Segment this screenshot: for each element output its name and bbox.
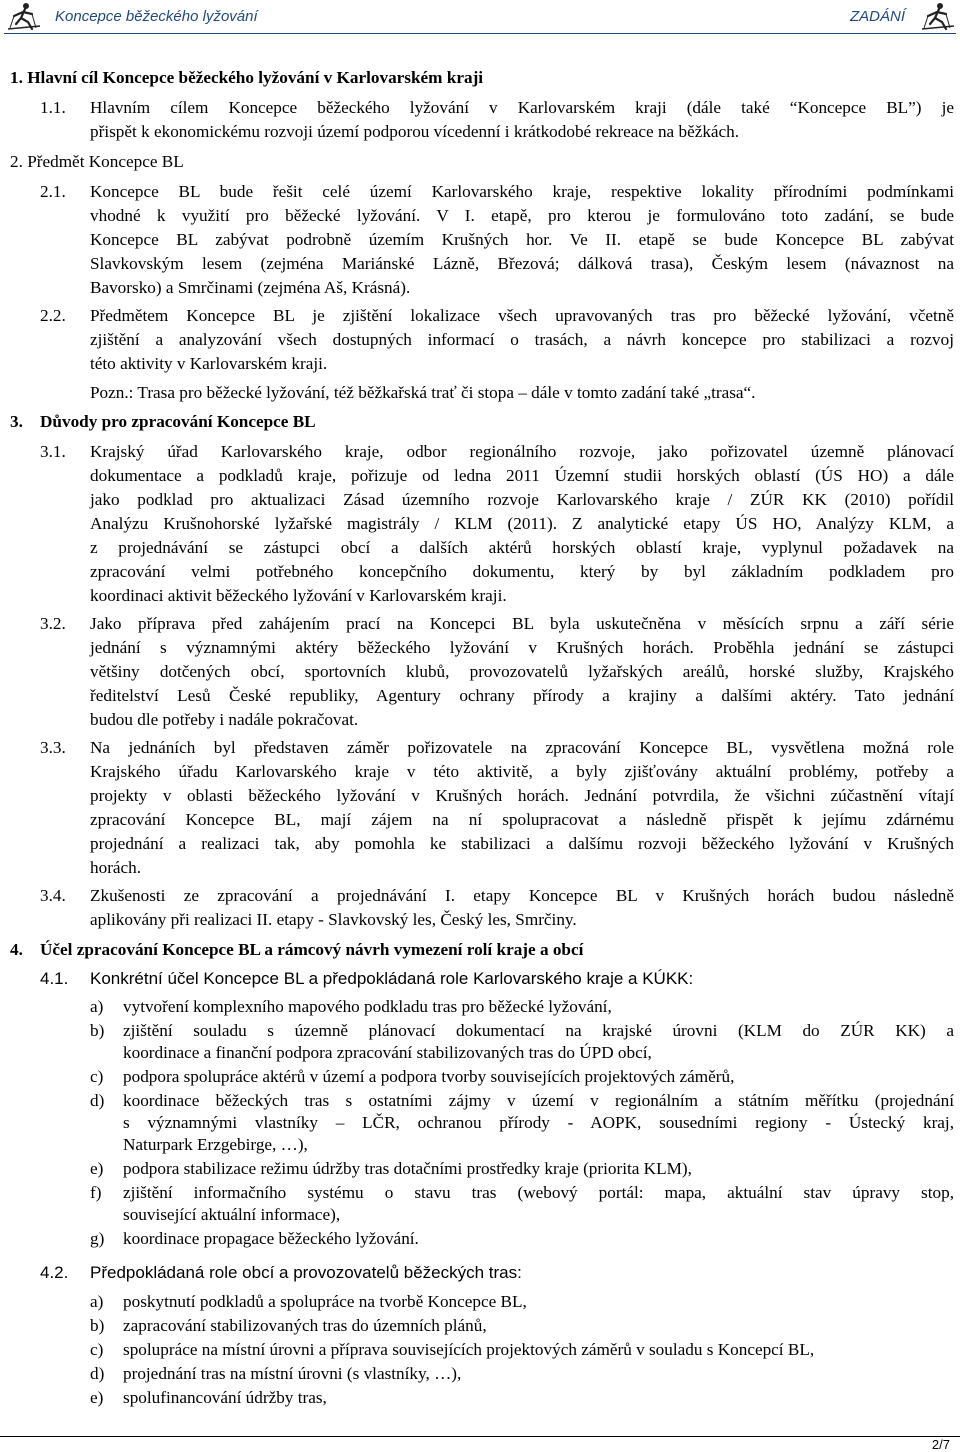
para-line: zjištění a analyzování všech dostupných informací o trasách, a návrh koncepce pro stabilizaci a rozvoj: [90, 330, 954, 349]
section-2-heading: 2. Předmět Koncepce BL: [10, 152, 184, 171]
para-line: Hlavním cílem Koncepce běžeckého lyžování v Karlovarském kraji (dále také “Koncepce BL”) je: [90, 98, 954, 117]
header-divider: [4, 33, 956, 34]
list-item-letter: c): [90, 1067, 104, 1086]
section-1-heading: 1. Hlavní cíl Koncepce běžeckého lyžování v Karlovarském kraji: [10, 68, 484, 87]
list-item-line: zapracování stabilizovaných tras do územních plánů,: [123, 1316, 487, 1335]
subsection-title: Konkrétní účel Koncepce BL a předpokládaná role Karlovarského kraje a KÚKK:: [90, 969, 694, 988]
section-3-heading: Důvody pro zpracování Koncepce BL: [40, 412, 316, 431]
para-line: ředitelství Lesů České republiky, Agentury ochrany přírody a krajiny a dalšími aktéry. Tato jednání: [90, 686, 954, 705]
para-line: jako podklad pro aktualizaci Zásad územního rozvoje Karlovarského kraje / ZÚR KK (2010) pořídil: [90, 490, 954, 509]
para-line: Na jednáních byl představen záměr pořizovatele na zpracování Koncepce BL, vysvětlena možná role: [90, 738, 954, 757]
list-item-line: koordinace propagace běžeckého lyžování.: [123, 1229, 419, 1248]
list-item-letter: d): [90, 1364, 105, 1383]
list-item-line: podpora stabilizace režimu údržby tras dotačními prostředky kraje (priorita KLM),: [123, 1159, 692, 1178]
list-item-line: koordinace a finanční podpora zpracování stabilizovaných tras do ÚPD obcí,: [123, 1043, 652, 1062]
note-line: Pozn.: Trasa pro běžecké lyžování, též běžkařská trať či stopa – dále v tomto zadání také „trasa“.: [90, 383, 756, 402]
list-item-line: zjištění souladu s územně plánovací dokumentací na krajské úrovni (KLM do ZÚR KK) a: [123, 1021, 954, 1040]
section-3-number: 3.: [10, 412, 23, 431]
para-line: budou dle potřeby i nadále pokračovat.: [90, 710, 359, 729]
para-line: projekty v oblasti běžeckého lyžování v Krušných horách. Jednání potvrdila, že všichni zúčastnění vítají: [90, 786, 954, 805]
para-line: Bavorsko) a Smrčinami (zejména Aš, Krásná).: [90, 278, 411, 297]
list-item-line: projednání tras na místní úrovni (s vlastníky, …),: [123, 1364, 462, 1383]
list-item-letter: e): [90, 1388, 104, 1407]
para-line: aplikovány při realizaci II. etapy - Slavkovský les, Český les, Smrčiny.: [90, 910, 577, 929]
list-item-line: Naturpark Erzgebirge, …),: [123, 1135, 308, 1154]
list-item-letter: f): [90, 1183, 102, 1202]
subsection-title: Předpokládaná role obcí a provozovatelů běžeckých tras:: [90, 1263, 522, 1282]
para-line: zpracování velmi potřebného koncepčního dokumentu, který by byl základním podkladem pro: [90, 562, 954, 581]
para-line: Koncepce BL bude řešit celé území Karlovarského kraje, respektive lokality přírodními podmínkami: [90, 182, 954, 201]
para-line: koordinaci aktivit běžeckého lyžování v Karlovarském kraji.: [90, 586, 507, 605]
footer-divider: [0, 1436, 960, 1437]
para-line: Koncepce BL zabývat podrobně územím Krušných hor. Ve II. etapě se bude Koncepce BL zabývat: [90, 230, 954, 249]
para-line: přispět k ekonomickému rozvoji území podporou vícedenní i krátkodobé rekreace na běžkách.: [90, 122, 740, 141]
para-line: Jako příprava před zahájením prací na Koncepci BL byla uskutečněna v měsících srpnu a září série: [90, 614, 954, 633]
list-item-letter: g): [90, 1229, 105, 1248]
para-line: dokumentace a podkladů kraje, pořizuje od ledna 2011 Územní studii horských oblastí (ÚS HO) a dále: [90, 466, 954, 485]
para-line: z projednávání se zástupci obcí a dalších aktérů horských oblastí kraje, vyplynul požadavek na: [90, 538, 954, 557]
para-number: 3.2.: [40, 614, 66, 633]
para-line: Slavkovským lesem (zejména Mariánské Lázně, Březová; dálková trasa), Českým lesem (návaznost na: [90, 254, 954, 273]
para-number: 2.1.: [40, 182, 66, 201]
skier-icon: [920, 2, 956, 32]
para-line: vhodné k využití pro běžecké lyžování. V I. etapě, pro kterou je formulováno toto zadání, se bude: [90, 206, 954, 225]
list-item-line: spolufinancování údržby tras,: [123, 1388, 327, 1407]
para-number: 3.3.: [40, 738, 66, 757]
list-item-line: podpora spolupráce aktérů v území a podpora tvorby souvisejících projektových záměrů,: [123, 1067, 735, 1086]
list-item-letter: b): [90, 1021, 105, 1040]
para-line: Zkušenosti ze zpracování a projednávání I. etapy Koncepce BL v Krušných horách budou následně: [90, 886, 954, 905]
para-line: zpracování Koncepce BL, mají zájem na ní spolupracovat a následně přispět k jejímu zdárnému: [90, 810, 954, 829]
para-line: projednání a realizaci tak, aby pomohla ke stabilizaci a dalšímu rozvoji běžeckého lyžování v Krušných: [90, 834, 954, 853]
header-title: Koncepce běžeckého lyžování: [55, 8, 258, 25]
subsection-number: 4.2.: [40, 1263, 69, 1282]
page-header: [0, 0, 960, 40]
list-item-line: koordinace běžeckých tras s ostatními zájmy v území v regionálním a státním měřítku (projednání: [123, 1091, 954, 1110]
para-line: jednání s významnými aktéry běžeckého lyžování v Krušných horách. Proběhla jednání se zástupci: [90, 638, 954, 657]
para-number: 3.4.: [40, 886, 66, 905]
header-section: ZADÁNÍ: [849, 8, 905, 25]
list-item-letter: c): [90, 1340, 104, 1359]
list-item-letter: e): [90, 1159, 104, 1178]
para-number: 2.2.: [40, 306, 66, 325]
list-item-line: s významnými vlastníky – LČR, ochranou přírody - AOPK, sousedními regiony - Ústecký kraj,: [123, 1113, 954, 1132]
para-line: Krajský úřad Karlovarského kraje, odbor regionálního rozvoje, jako pořizovatel územně plánovací: [90, 442, 954, 461]
skier-icon: [6, 2, 42, 32]
para-number: 3.1.: [40, 442, 66, 461]
para-line: Předmětem Koncepce BL je zjištění lokalizace všech upravovaných tras pro běžecké lyžování, včetně: [90, 306, 954, 325]
list-item-line: související aktuální informace),: [123, 1205, 341, 1224]
para-line: Krajského úřadu Karlovarského kraje v této aktivitě, a byly zjišťovány aktuální problémy, potřeby a: [90, 762, 954, 781]
list-item-line: zjištění informačního systému o stavu tras (webový portál: mapa, aktuální stav úpravy stop,: [123, 1183, 954, 1202]
list-item-letter: d): [90, 1091, 105, 1110]
list-item-line: spolupráce na místní úrovni a příprava souvisejících projektových záměrů v souladu s Koncepcí BL,: [123, 1340, 815, 1359]
para-number: 1.1.: [40, 98, 66, 117]
para-line: většiny dotčených obcí, sportovních klubů, provozovatelů lyžařských areálů, horské služby, Krajského: [90, 662, 954, 681]
list-item-letter: a): [90, 1292, 104, 1311]
para-line: této aktivity v Karlovarském kraji.: [90, 354, 328, 373]
list-item-letter: b): [90, 1316, 105, 1335]
subsection-number: 4.1.: [40, 969, 69, 988]
para-line: horách.: [90, 858, 142, 877]
para-line: Analýzu Krušnohorské lyžařské magistrály / KLM (2011). Z analytické etapy ÚS HO, Analýzy KLM, a: [90, 514, 954, 533]
list-item-letter: a): [90, 997, 104, 1016]
page-number: 2/7: [931, 1437, 950, 1452]
list-item-line: vytvoření komplexního mapového podkladu tras pro běžecké lyžování,: [123, 997, 612, 1016]
section-4-heading: Účel zpracování Koncepce BL a rámcový návrh vymezení rolí kraje a obcí: [40, 940, 584, 959]
list-item-line: poskytnutí podkladů a spolupráce na tvorbě Koncepce BL,: [123, 1292, 527, 1311]
section-4-number: 4.: [10, 940, 23, 959]
